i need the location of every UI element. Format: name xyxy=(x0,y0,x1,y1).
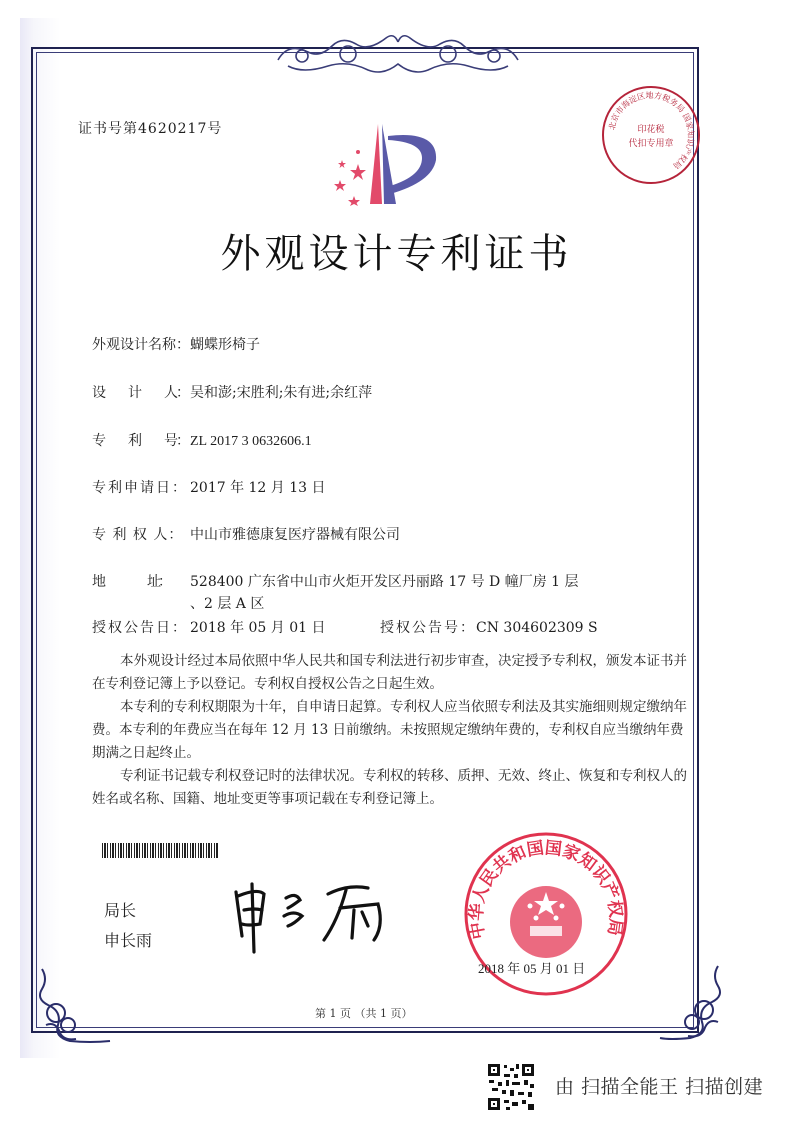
field-announcement-date xyxy=(92,617,326,637)
svg-text:中华人民共和国国家知识产权局: 中华人民共和国国家知识产权局 xyxy=(466,838,626,941)
signatory-position: 局长 xyxy=(104,901,137,920)
paragraph-legal-status: 专利证书记载专利权登记时的法律状况。专利权的转移、质押、无效、终止、恢复和专利权人的姓名或名称、国籍、地址变更等事项记载在专利登记簿上。 xyxy=(92,768,687,807)
patentee-value: 中山市雅德康复医疗器械有限公司 xyxy=(190,527,400,543)
paragraph-term: 本专利的专利权期限为十年，自申请日起算。专利权人应当依照专利法及其实施细则规定缴纳年费。本专利的年费应当在每年 12 月 13 日前缴纳。未按照规定缴纳年费的，专利权自应当缴纳年费期满之日起终止。 xyxy=(92,699,687,761)
field-label: 设 计 人： xyxy=(92,385,188,401)
address-value-line1: 528400 广东省中山市火炬开发区丹丽路 17 号 D 幢厂房 1 层 xyxy=(190,574,579,590)
svg-text:代扣专用章: 代扣专用章 xyxy=(628,139,674,149)
field-design-name xyxy=(92,334,260,354)
paragraph-grant: 本外观设计经过本局依照中华人民共和国专利法进行初步审查，决定授予专利权，颁发本证书并在专利登记簿上予以登记。专利权自授权公告之日起生效。 xyxy=(92,653,687,692)
design-name-value: 蝴蝶形椅子 xyxy=(190,337,260,353)
field-patent-number xyxy=(92,430,312,450)
page-number: 第 1 页 （共 1 页） xyxy=(315,1007,413,1020)
field-label: 授权公告日： xyxy=(92,620,188,636)
field-label: 地 址： xyxy=(92,574,169,590)
signatory-name: 申长雨 xyxy=(104,931,153,950)
field-designers xyxy=(92,382,372,402)
qr-code-icon xyxy=(486,1062,536,1112)
field-label: 外观设计名称： xyxy=(92,337,190,353)
seal-date: 2018 年 05 月 01 日 xyxy=(478,961,586,976)
field-patentee xyxy=(92,524,400,544)
patent-number-value: ZL 2017 3 0632606.1 xyxy=(190,434,312,449)
tax-stamp-seal xyxy=(600,84,702,186)
field-label: 专利申请日： xyxy=(92,480,188,496)
application-date-value: 2017 年 12 月 13 日 xyxy=(190,480,326,496)
bottom-left-ornament-icon xyxy=(34,965,114,1045)
scanner-watermark-text: 由 扫描全能王 扫描创建 xyxy=(555,1076,764,1098)
field-announcement-number xyxy=(380,617,598,637)
barcode xyxy=(102,843,218,858)
cnipa-logo-icon xyxy=(318,120,440,206)
field-application-date xyxy=(92,477,326,497)
announcement-date-value: 2018 年 05 月 01 日 xyxy=(190,620,326,636)
certificate-number: 证书号第4620217号 xyxy=(78,121,223,137)
field-label: 专 利 号： xyxy=(92,433,188,449)
designers-value: 吴和澎;宋胜利;朱有进;余红萍 xyxy=(190,385,373,401)
top-ornament-icon xyxy=(258,30,538,80)
svg-text:印花税: 印花税 xyxy=(637,125,665,135)
handwritten-signature xyxy=(228,880,398,960)
bottom-right-ornament-icon xyxy=(658,962,738,1042)
document-title: 外观设计专利证书 xyxy=(220,231,573,277)
field-address xyxy=(92,571,579,591)
field-label: 专 利 权 人： xyxy=(92,527,184,543)
field-label: 授权公告号： xyxy=(380,620,476,636)
announcement-number-value: CN 304602309 S xyxy=(476,620,598,636)
svg-text:北京市海淀区地方税务局 国家知识产权局: 北京市海淀区地方税务局 国家知识产权局 xyxy=(607,90,696,171)
address-value-line2: 、2 层 A 区 xyxy=(190,596,265,612)
